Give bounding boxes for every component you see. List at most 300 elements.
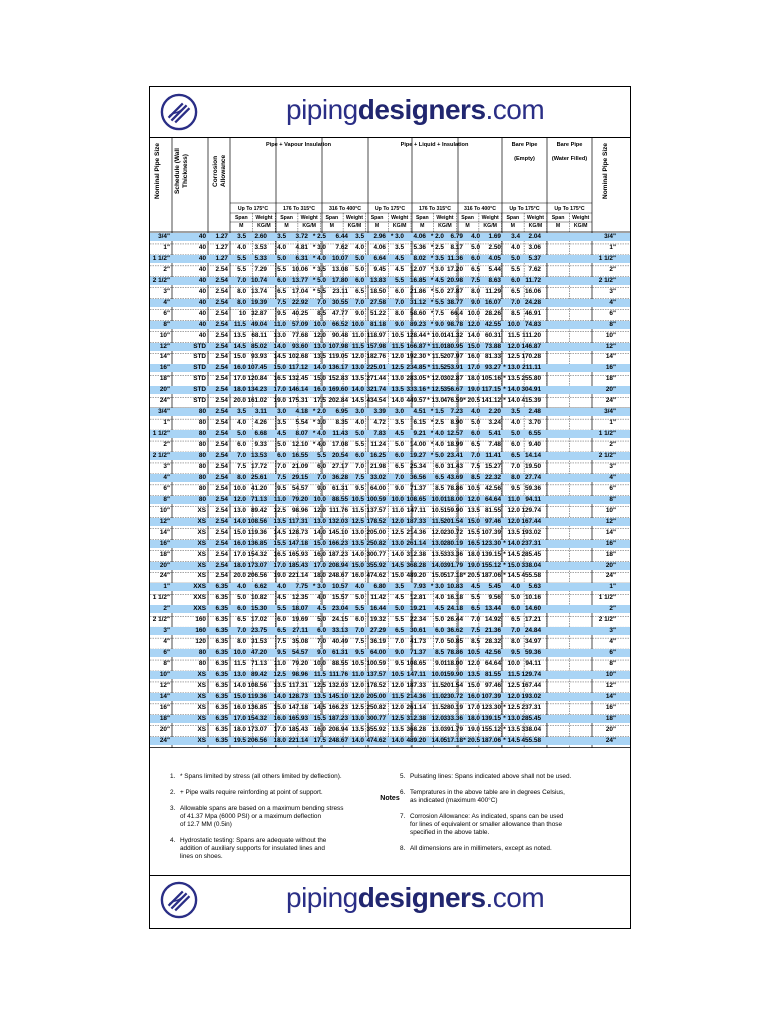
weight-header: Weight [572, 215, 590, 221]
table-cell: 19.0 [467, 386, 480, 394]
table-cell: 6.35 [215, 627, 228, 635]
unit-kgm: KG/M [483, 223, 497, 229]
table-cell: 4.81 [295, 243, 308, 251]
table-cell: 68.11 [251, 331, 267, 339]
note-text: Pulsating lines: Spans indicated above shall not be used. [410, 773, 572, 780]
table-cell: 5.45 [488, 583, 501, 591]
table-cell: 111.76 [329, 506, 348, 514]
table-cell: 161.02 [247, 397, 267, 405]
table-cell: 10" [159, 506, 170, 514]
table-cell: 3.24 [488, 419, 501, 427]
table-cell: 12.0 [351, 353, 364, 361]
table-cell: 4" [609, 473, 616, 481]
table-cell: 14.0 [431, 736, 444, 744]
table-cell: 15.0 [391, 572, 404, 580]
table-cell: 6.35 [215, 660, 228, 668]
table-cell: 10.0 [313, 495, 326, 503]
table-cell: 20" [159, 386, 170, 394]
table-cell: 165.93 [288, 714, 308, 722]
table-cell: 3.5 [395, 419, 404, 427]
table-cell: 157.98 [366, 342, 386, 350]
table-cell: * 2.5 [430, 419, 444, 427]
table-cell: 80 [198, 473, 206, 481]
table-cell: 13.83 [370, 276, 386, 284]
table-cell: 4.5 [471, 583, 480, 591]
table-cell: 6.35 [215, 605, 228, 613]
unit-m: M [374, 223, 380, 229]
table-cell: 13.5 [351, 375, 364, 383]
table-cell: 6.5 [237, 616, 246, 624]
table-cell: 25.61 [251, 473, 267, 481]
table-cell: 1.27 [215, 233, 228, 240]
table-cell: 449.57 [406, 397, 426, 405]
table-cell: 50.85 [447, 638, 463, 646]
table-cell: 8.5 [317, 309, 326, 317]
table-cell: 11.5 [507, 671, 520, 678]
table-cell: 93.93 [251, 353, 267, 361]
table-cell: 20.54 [332, 452, 348, 459]
table-cell: 27.17 [332, 462, 348, 470]
table-cell: 4.0 [355, 243, 364, 251]
span-header: Span [370, 215, 384, 221]
table-cell: 10.07 [332, 254, 348, 262]
table-cell: 8" [163, 320, 170, 328]
table-cell: 6.64 [373, 254, 386, 262]
table-cell: 11.5 [431, 681, 444, 689]
table-cell: 6.35 [215, 692, 228, 700]
table-cell: 1.27 [215, 243, 228, 251]
table-cell: 38.77 [447, 298, 463, 306]
table-cell: 132.45 [288, 375, 308, 383]
table-cell: 18" [159, 714, 170, 722]
table-cell: 4.06 [373, 243, 386, 251]
note-text: Allowable spans are based on a maximum bending stress [180, 805, 344, 812]
table-cell: 14.0 [233, 517, 246, 525]
table-row [150, 649, 630, 657]
table-cell: 23.75 [251, 627, 267, 635]
table-cell: 6.44 [335, 233, 348, 240]
table-cell: 90.48 [332, 331, 348, 339]
table-cell: 261.14 [406, 703, 426, 711]
table-cell: 202.84 [328, 397, 348, 405]
table-cell: 20" [159, 725, 170, 733]
table-row [150, 277, 630, 285]
table-cell: 12.0 [313, 331, 326, 339]
table-cell: 17.0 [467, 703, 480, 711]
table-cell: 321.74 [366, 386, 386, 394]
note-number: 7. [400, 813, 406, 820]
table-cell: 59.36 [525, 649, 541, 657]
table-cell: 5.54 [295, 419, 308, 427]
table-cell: 5.37 [528, 254, 541, 262]
table-cell: 10 [238, 309, 246, 317]
table-cell: 8.5 [435, 649, 444, 657]
table-cell: 6.0 [435, 627, 444, 635]
table-cell: 6.5 [511, 452, 520, 459]
table-cell: 333.36 [443, 550, 463, 558]
table-cell: 8.17 [450, 243, 463, 251]
table-cell: 10.5 [391, 671, 404, 678]
table-cell: 80 [198, 408, 206, 416]
table-cell: 14" [605, 528, 616, 536]
table-cell: 5.5 [395, 616, 404, 624]
table-cell: 15.0 [431, 572, 444, 580]
table-cell: 4.51 [413, 408, 426, 416]
table-cell: 9.5 [277, 309, 286, 317]
table-cell: 2 1/2" [598, 276, 616, 284]
table-cell: 14.0 [391, 736, 404, 744]
table-cell: 28.26 [485, 309, 501, 317]
table-cell: 8.35 [335, 419, 348, 427]
table-cell: 128.44 [406, 331, 426, 339]
table-cell: 7.48 [488, 441, 501, 449]
table-cell: 57.09 [292, 320, 308, 328]
group-head-liquid: Pipe + Liquid + Insulation [400, 142, 469, 148]
table-cell: 1.27 [215, 254, 228, 262]
table-cell: 7.23 [450, 408, 463, 416]
table-cell: XS [197, 528, 206, 536]
table-cell: 2" [609, 605, 616, 613]
table-cell: 12.10 [292, 441, 308, 449]
table-cell: 9.33 [254, 441, 267, 449]
table-cell: 5.0 [395, 605, 404, 613]
table-cell: 12.57 [447, 430, 463, 438]
table-cell: 85.02 [251, 342, 267, 350]
table-cell: 6.35 [215, 681, 228, 689]
table-cell: 14.0 [431, 561, 444, 569]
table-cell: 71.13 [251, 495, 267, 503]
table-cell: 14.60 [525, 605, 541, 613]
table-cell: 3.5 [277, 233, 286, 240]
table-cell: 12.0 [351, 681, 364, 689]
table-cell: 517.18 [443, 736, 463, 744]
table-cell: 7.0 [237, 627, 246, 635]
table-cell: 1" [163, 243, 170, 251]
table-cell: 17.5 [313, 736, 326, 744]
table-cell: 58.60 [410, 309, 426, 317]
table-cell: 13.5 [431, 550, 444, 558]
table-cell: XS [197, 671, 206, 678]
table-cell: * 15.0 [503, 561, 520, 569]
table-cell: * 4.0 [430, 441, 444, 449]
table-cell: 61.31 [332, 649, 348, 657]
table-cell: 11.41 [485, 452, 501, 459]
table-cell: 80 [198, 452, 206, 459]
table-cell: 24" [159, 736, 170, 744]
table-cell: 19.39 [251, 298, 267, 306]
table-cell: 1 1/2" [598, 430, 616, 438]
table-cell: 15.0 [233, 528, 246, 536]
table-cell: * 14.5 [503, 736, 520, 744]
table-cell: 11.5 [313, 671, 326, 678]
table-row [150, 638, 630, 646]
table-cell: 12.0 [467, 320, 480, 328]
table-cell: 16.0 [467, 692, 480, 700]
table-cell: 2.54 [215, 561, 228, 569]
table-cell: 3" [163, 287, 170, 295]
table-cell: 333.36 [443, 714, 463, 722]
table-cell: * 11.5 [427, 364, 444, 372]
temp-range-header: Up To 175°C [237, 206, 269, 212]
table-cell: 4.0 [435, 594, 444, 602]
table-cell: 4.0 [237, 243, 246, 251]
table-cell: 100.59 [366, 660, 386, 668]
table-cell: 123.30 [481, 539, 501, 547]
table-cell: 16.55 [292, 452, 308, 459]
table-cell: 107.39 [481, 692, 501, 700]
table-cell: * 20.5 [463, 397, 480, 405]
table-cell: 5.0 [435, 616, 444, 624]
table-cell: 12.0 [431, 714, 444, 722]
table-cell: 6.0 [511, 441, 520, 449]
table-cell: * 1.5 [430, 408, 444, 416]
table-cell: 64.00 [370, 484, 386, 492]
table-cell: 13.08 [332, 265, 348, 273]
table-cell: 23.41 [447, 452, 463, 459]
table-cell: 6.68 [254, 430, 267, 438]
table-cell: 368.28 [406, 725, 426, 733]
table-cell: 27.58 [370, 298, 386, 306]
table-cell: * 13.0 [503, 364, 520, 372]
table-cell: 14.5 [273, 528, 286, 536]
table-cell: * 14.5 [503, 550, 520, 558]
table-cell: 201.54 [443, 681, 463, 689]
table-cell: 17.72 [251, 462, 267, 470]
table-cell: 391.79 [443, 725, 463, 733]
table-cell: 8.63 [488, 276, 501, 284]
weight-header: Weight [436, 215, 454, 221]
table-cell: 5.5 [395, 276, 404, 284]
table-cell: STD [193, 386, 206, 394]
piping-designers-logo-icon [160, 881, 198, 919]
weight-header: Weight [255, 215, 273, 221]
table-cell: 100.59 [366, 495, 386, 503]
unit-kgm: KG/M [573, 223, 588, 229]
table-cell: 15.57 [332, 594, 348, 602]
table-cell: 3.5 [237, 233, 246, 240]
span-header: Span [461, 215, 474, 221]
table-cell: 474.62 [366, 736, 386, 744]
table-cell: 13.53 [251, 452, 267, 459]
table-cell: 11.5 [431, 703, 444, 711]
table-row [150, 583, 630, 591]
table-cell: 10.74 [251, 276, 267, 284]
table-cell: * 5.5 [430, 298, 444, 306]
table-cell: 4" [609, 298, 616, 306]
table-cell: 159.90 [443, 671, 463, 678]
table-cell: 2.54 [215, 484, 228, 492]
table-cell: 11.5 [431, 517, 444, 525]
table-cell: 10.0 [431, 671, 444, 678]
table-cell: 97.46 [485, 517, 501, 525]
table-cell: 18.0 [233, 725, 246, 733]
table-cell: 9.5 [277, 649, 286, 657]
table-cell: 71.37 [410, 649, 426, 657]
table-cell: 8" [163, 660, 170, 668]
table-cell: 14.14 [525, 452, 541, 459]
table-cell: 13.5 [313, 692, 326, 700]
table-cell: 166.23 [328, 539, 348, 547]
table-cell: 2.54 [215, 550, 228, 558]
table-cell: 5.0 [355, 430, 364, 438]
table-cell: 13.5 [351, 539, 364, 547]
table-cell: 6.35 [215, 594, 228, 602]
table-cell: 40 [198, 331, 206, 339]
table-cell: 98.96 [292, 671, 308, 678]
table-cell: 59.36 [525, 484, 541, 492]
table-cell: 27.29 [370, 627, 386, 635]
table-cell: 4.0 [471, 408, 480, 416]
table-cell: * 4.0 [312, 441, 326, 449]
table-cell: 12.5 [507, 681, 520, 689]
table-cell: 141.32 [443, 331, 463, 339]
table-cell: 19.69 [292, 616, 308, 624]
table-cell: 14" [159, 692, 170, 700]
table-cell: 13.5 [233, 331, 246, 339]
table-cell: 132.03 [328, 681, 348, 689]
table-cell: 208.94 [328, 561, 348, 569]
table-cell: 136.17 [328, 364, 348, 372]
table-cell: 64.64 [485, 660, 501, 668]
table-cell: * 13.0 [503, 714, 520, 722]
table-cell: 221.14 [288, 736, 308, 744]
table-cell: 187.06 [481, 572, 501, 580]
table-row [150, 529, 630, 537]
table-cell: 134.23 [247, 386, 267, 394]
table-row [150, 551, 630, 559]
table-cell: 105.16 [481, 375, 501, 383]
table-cell: 4.0 [511, 243, 520, 251]
table-cell: 368.28 [406, 561, 426, 569]
table-cell: 93.60 [292, 342, 308, 350]
table-cell: 2.96 [373, 233, 386, 240]
table-cell: 12" [605, 342, 616, 350]
table-cell: 6.35 [215, 703, 228, 711]
table-cell: 11.0 [273, 660, 286, 668]
table-cell: 40 [198, 276, 206, 284]
table-row [150, 715, 630, 723]
table-cell: 10" [605, 331, 616, 339]
table-cell: * 14.0 [503, 386, 520, 394]
table-cell: 2.54 [215, 419, 228, 427]
table-cell: 155.12 [481, 725, 501, 733]
table-cell: 1 1/2" [598, 594, 616, 602]
table-cell: 13.0 [233, 671, 246, 678]
table-cell: 16.5 [467, 539, 480, 547]
table-cell: 2.54 [215, 462, 228, 470]
table-cell: 5.0 [355, 254, 364, 262]
table-cell: 12" [159, 342, 170, 350]
table-cell: 6.35 [215, 583, 228, 591]
table-cell: 11.36 [447, 254, 463, 262]
table-cell: 206.56 [247, 736, 267, 744]
table-cell: 18.99 [447, 441, 463, 449]
table-cell: XS [197, 703, 206, 711]
table-cell: 16.0 [233, 703, 246, 711]
table-cell: 13.0 [431, 539, 444, 547]
table-cell: 89.42 [251, 671, 267, 678]
table-cell: 4.5 [277, 594, 286, 602]
table-cell: 205.00 [366, 528, 386, 536]
table-cell: 13.5 [467, 506, 480, 514]
table-cell: 4.06 [413, 233, 426, 240]
table-cell: 7.0 [395, 473, 404, 481]
table-cell: 4.5 [395, 594, 404, 602]
table-cell: 12.0 [507, 517, 520, 525]
table-cell: 13.0 [351, 364, 364, 372]
weight-header: Weight [526, 215, 545, 221]
table-cell: 31.53 [251, 638, 267, 646]
table-cell: 12.5 [391, 714, 404, 722]
table-cell: 7.0 [511, 462, 520, 470]
table-cell: 10.0 [507, 320, 520, 328]
table-cell: 187.06 [481, 736, 501, 744]
table-cell: * 4.0 [312, 254, 326, 262]
table-cell: 12.0 [467, 660, 480, 668]
table-cell: 6.35 [215, 736, 228, 744]
table-cell: 312.38 [406, 550, 426, 558]
table-row [150, 474, 630, 482]
table-cell: 16.25 [370, 452, 386, 459]
table-row [150, 430, 630, 438]
table-cell: 338.04 [521, 725, 541, 733]
table-cell: 8.07 [295, 430, 308, 438]
table-cell: 10.0 [233, 484, 246, 492]
table-cell: 3.53 [254, 243, 267, 251]
table-cell: 2.54 [215, 331, 228, 339]
table-cell: 12.07 [410, 265, 426, 273]
table-cell: 178.52 [366, 517, 386, 525]
table-cell: 14.0 [233, 681, 246, 689]
table-cell: 6.0 [511, 276, 520, 284]
table-cell: 139.15 [481, 714, 501, 722]
table-cell: 6.0 [277, 276, 286, 284]
table-cell: 36.19 [370, 638, 386, 646]
table-cell: 9.0 [395, 484, 404, 492]
table-cell: XS [197, 692, 206, 700]
table-cell: * 3.0 [312, 583, 326, 591]
table-cell: 2" [163, 605, 170, 613]
table-cell: 80 [198, 462, 206, 470]
table-cell: 6.0 [395, 452, 404, 459]
table-cell: 20" [605, 386, 616, 394]
table-cell: 27.87 [447, 287, 463, 295]
table-cell: 7.5 [355, 638, 364, 646]
table-cell: 7.0 [317, 298, 326, 306]
table-cell: 2.54 [215, 342, 228, 350]
table-cell: 2.60 [254, 233, 267, 240]
note-text: lines on shoes. [180, 853, 223, 860]
table-cell: 6.0 [471, 254, 480, 262]
temp-range-header: 176 To 315°C [419, 206, 451, 212]
table-cell: 6.55 [528, 430, 541, 438]
table-cell: 3.5 [355, 233, 364, 240]
table-cell: 9.40 [528, 441, 541, 449]
table-cell: 24.28 [525, 298, 541, 306]
table-cell: 117.12 [288, 364, 308, 372]
table-cell: 271.44 [366, 375, 386, 383]
table-cell: 4.0 [355, 419, 364, 427]
table-cell: 20.98 [447, 276, 463, 284]
table-cell: 129.74 [521, 671, 541, 678]
table-cell: 9.0 [395, 649, 404, 657]
table-cell: 111.20 [522, 331, 541, 339]
table-cell: 1 1/2" [152, 254, 170, 262]
note-text: * Spans limited by stress (all others limited by deflection). [180, 773, 342, 780]
table-cell: 16.0 [233, 364, 246, 372]
table-cell: 98.96 [292, 506, 308, 514]
table-cell: * 2.5 [312, 233, 326, 240]
